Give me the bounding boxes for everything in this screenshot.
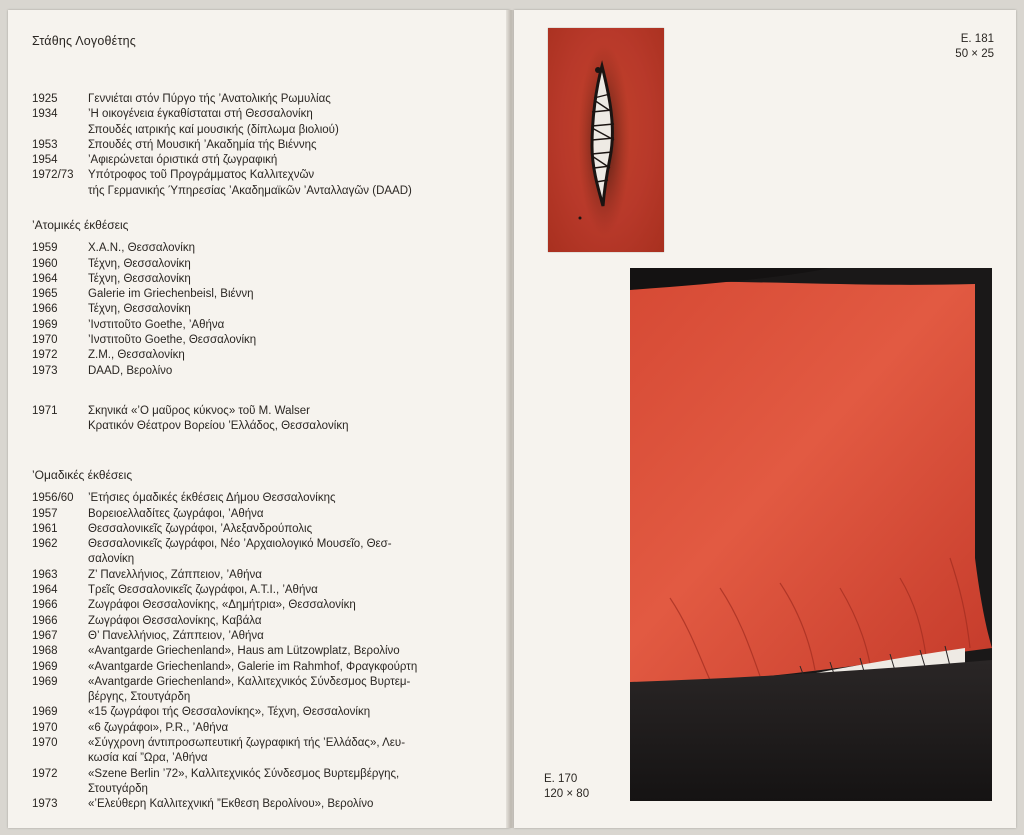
bio-row	[32, 92, 492, 107]
group-exhibition-row-year	[32, 782, 88, 797]
solo-exhibition-row-text: Τέχνη, Θεσσαλονίκη	[88, 303, 191, 316]
group-exhibition-row	[32, 675, 492, 690]
group-exhibition-row	[32, 782, 492, 797]
group-exhibition-row-text: «Szene Berlin ’72», Καλλιτεχνικός Σύνδεσμος Βυρτεμβέργης,	[88, 767, 400, 780]
group-exhibition-row-text: Ζ’ Πανελλήνιος, Ζάππειον, ’Αθήνα	[88, 568, 262, 581]
solo-exhibition-row-text: Χ.Α.Ν., Θεσσαλονίκη	[88, 242, 195, 255]
group-exhibition-row	[32, 568, 492, 583]
solo-exhibition-row-year: 1959	[32, 242, 58, 255]
group-exhibition-row-year: 1969	[32, 660, 58, 673]
group-exhibition-row-year: 1956/60	[32, 492, 74, 505]
solo-exhibition-row-text: DAAD, Βερολίνο	[88, 364, 173, 377]
group-exhibition-row-text: Στουτγάρδη	[88, 782, 148, 795]
solo-exhibition-row	[32, 302, 492, 317]
group-exhibition-row	[32, 583, 492, 598]
group-exhibition-row-text: Ζωγράφοι Θεσσαλονίκης, Καβάλα	[88, 614, 262, 627]
caption-top-code: Ε. 181	[960, 33, 994, 45]
solo-exhibition-row-text: Galerie im Griechenbeisl, Βιέννη	[88, 288, 254, 301]
group-exhibition-row	[32, 690, 492, 705]
caption-bottom-code: Ε. 170	[544, 773, 578, 785]
solo-exhibition-row	[32, 287, 492, 302]
group-exhibition-row	[32, 629, 492, 644]
bio-row-text: ’Η οικογένεια έγκαθίσταται στή Θεσσαλονίκη	[88, 108, 313, 121]
solo-exhibition-row-year: 1973	[32, 364, 58, 377]
group-exhibition-row-text: «Avantgarde Griechenland», Galerie im Rahmhof, Φραγκφούρτη	[88, 660, 418, 673]
bio-row-year: 1934	[32, 108, 58, 121]
solo-exhibition-row-text: Τέχνη, Θεσσαλονίκη	[88, 257, 191, 270]
bio-row	[32, 138, 492, 153]
group-exhibition-row-year: 1957	[32, 507, 58, 520]
left-page	[8, 10, 510, 828]
group-exhibition-row-text: Τρεῖς Θεσσαλονικεῖς ζωγράφοι, Α.Τ.Ι., ’Αθήνα	[88, 584, 318, 597]
artwork-large-drawing	[630, 268, 992, 801]
group-exhibition-row-year: 1973	[32, 798, 58, 811]
bio-row-year: 1925	[32, 93, 58, 105]
solo-exhibition-row	[32, 364, 492, 379]
caption-bottom	[544, 772, 589, 802]
solo-exhibition-row	[32, 272, 492, 287]
group-exhibition-row	[32, 614, 492, 629]
group-exhibition-row-year: 1966	[32, 599, 58, 612]
solo-exhibition-row	[32, 318, 492, 333]
stage-design-row	[32, 404, 492, 419]
solo-exhibition-row-year: 1972	[32, 349, 58, 362]
group-exhibition-row-year: 1967	[32, 629, 58, 642]
group-exhibition-row	[32, 797, 492, 812]
group-exhibition-row-year: 1963	[32, 568, 58, 581]
group-exhibition-row-text: Ζωγράφοι Θεσσαλονίκης, «Δημήτρια», Θεσσαλονίκη	[88, 599, 356, 612]
group-exhibition-row-text: «Avantgarde Griechenland», Καλλιτεχνικός Σύνδεσμος Βυρτεμ-	[88, 675, 411, 688]
group-exhibition-row-text: «15 ζωγράφοι τής Θεσσαλονίκης», Τέχνη, Θεσσαλονίκη	[88, 706, 371, 719]
bio-row-year	[32, 123, 88, 138]
group-exhibitions-heading: ’Ομαδικές έκθέσεις	[32, 468, 133, 482]
caption-bottom-size: 120 × 80	[544, 788, 590, 800]
stage-design-row	[32, 419, 492, 434]
group-exhibition-row	[32, 598, 492, 613]
bio-row	[32, 184, 492, 199]
group-exhibition-row	[32, 552, 492, 567]
group-exhibition-row-year: 1972	[32, 767, 58, 780]
bio-row-text: Σπουδές ιατρικής καί μουσικής (δίπλωμα βιολιού)	[88, 123, 339, 136]
group-exhibition-row-year: 1962	[32, 538, 58, 551]
bio-row-year: 1972/73	[32, 169, 74, 182]
bio-row-text: ’Αφιερώνεται όριστικά στή ζωγραφική	[88, 154, 278, 167]
group-exhibition-row-text: Θ’ Πανελλήνιος, Ζάππειον, ’Αθήνα	[88, 629, 264, 642]
group-exhibition-row-year: 1961	[32, 522, 58, 535]
solo-exhibition-row-text: ’Ινστιτοῦτο Goethe, Θεσσαλονίκη	[88, 334, 257, 347]
group-exhibition-row	[32, 522, 492, 537]
solo-exhibition-row-year: 1970	[32, 334, 58, 347]
group-exhibition-row-year: 1970	[32, 737, 58, 750]
solo-exhibition-row	[32, 333, 492, 348]
bio-row-text: Γεννιέται στόν Πύργο τής ’Ανατολικής Ρωμυλίας	[88, 93, 331, 105]
bio-row	[32, 153, 492, 168]
bio-row-year	[32, 184, 88, 199]
group-exhibition-row	[32, 705, 492, 720]
group-exhibitions-list	[32, 491, 492, 812]
solo-exhibition-row	[32, 241, 492, 256]
solo-exhibition-row-text: Ζ.Μ., Θεσσαλονίκη	[88, 349, 185, 362]
group-exhibition-row-text: «6 ζωγράφοι», P.R., ’Αθήνα	[88, 721, 229, 734]
group-exhibition-row	[32, 644, 492, 659]
group-exhibition-row-year: 1968	[32, 645, 58, 658]
solo-exhibitions	[32, 218, 492, 379]
group-exhibition-row-year	[32, 690, 88, 705]
group-exhibition-row-text: κωσία καί ”Ωρα, ’Αθήνα	[88, 752, 208, 765]
group-exhibition-row	[32, 736, 492, 751]
group-exhibition-row-year: 1969	[32, 675, 58, 688]
group-exhibition-row	[32, 507, 492, 522]
group-exhibition-row-text: «Avantgarde Griechenland», Haus am Lützowplatz, Βερολίνο	[88, 645, 400, 658]
group-exhibition-row	[32, 721, 492, 736]
artist-name: Στάθης Λογοθέτης	[32, 34, 136, 48]
bio-row-text: Σπουδές στή Μουσική ’Ακαδημία τής Βιέννης	[88, 138, 317, 151]
stage-design-row-text: Κρατικόν Θέατρον Βορείου ’Ελλάδος, Θεσσαλονίκη	[88, 420, 349, 433]
bio-row	[32, 168, 492, 183]
group-exhibition-row-year	[32, 552, 88, 567]
group-exhibition-row	[32, 751, 492, 766]
group-exhibition-row-text: Βορειοελλαδίτες ζωγράφοι, ’Αθήνα	[88, 507, 264, 520]
group-exhibition-row	[32, 537, 492, 552]
solo-exhibition-row-text: Τέχνη, Θεσσαλονίκη	[88, 272, 191, 285]
solo-exhibition-row-year: 1969	[32, 318, 58, 331]
solo-exhibitions-list	[32, 241, 492, 379]
artwork-small-image	[548, 28, 664, 252]
bio-row	[32, 107, 492, 122]
caption-top	[955, 32, 994, 62]
biography-list	[32, 92, 492, 199]
group-exhibition-row-text: βέργης, Στουτγάρδη	[88, 691, 191, 704]
bio-row-text: τής Γερμανικής Ύπηρεσίας ’Ακαδημαϊκῶν ’Ανταλλαγῶν (DAAD)	[88, 184, 412, 197]
group-exhibition-row-year: 1966	[32, 614, 58, 627]
bio-row-year: 1953	[32, 138, 58, 151]
group-exhibitions	[32, 468, 492, 813]
artwork-large-image	[630, 268, 992, 801]
group-exhibition-row-text: σαλονίκη	[88, 553, 135, 566]
group-exhibition-row	[32, 767, 492, 782]
bio-row-year: 1954	[32, 154, 58, 167]
group-exhibition-row-text: Θεσσαλονικεῖς ζωγράφοι, ’Αλεξανδρούπολις	[88, 522, 313, 535]
group-exhibition-row-text: ’Ετήσιες όμαδικές έκθέσεις Δήμου Θεσσαλονίκης	[88, 492, 336, 505]
group-exhibition-row-text: «Σύγχρονη άντιπροσωπευτική ζωγραφική τής ’Ελλάδας», Λευ-	[88, 737, 406, 750]
stage-design-row-text: Σκηνικά «’Ο μαῦρος κύκνος» τοῦ M. Walser	[88, 405, 310, 417]
stage-design-list	[32, 404, 492, 435]
group-exhibition-row-year: 1970	[32, 721, 58, 734]
solo-exhibition-row	[32, 348, 492, 363]
solo-exhibitions-heading: ’Ατομικές έκθέσεις	[32, 218, 129, 232]
bio-row	[32, 123, 492, 138]
solo-exhibition-row-text: ’Ινστιτοῦτο Goethe, ’Αθήνα	[88, 318, 225, 331]
solo-exhibition-row-year: 1964	[32, 272, 58, 285]
group-exhibition-row-year: 1964	[32, 584, 58, 597]
bio-row-text: Υπότροφος τοῦ Προγράμματος Καλλιτεχνῶν	[88, 169, 315, 182]
solo-exhibition-row-year: 1966	[32, 303, 58, 316]
group-exhibition-row-year	[32, 751, 88, 766]
group-exhibition-row-text: Θεσσαλονικεῖς ζωγράφοι, Νέο ’Αρχαιολογικό Μουσεῖο, Θεσ-	[88, 538, 392, 551]
group-exhibition-row-year: 1969	[32, 706, 58, 719]
group-exhibition-row	[32, 491, 492, 506]
solo-exhibition-row-year: 1960	[32, 257, 58, 270]
solo-exhibition-row-year: 1965	[32, 288, 58, 301]
stage-design-row-year	[32, 419, 88, 434]
group-exhibition-row-text: «’Ελεύθερη Καλλιτεχνική ”Εκθεση Βερολίνου», Βερολίνο	[88, 798, 374, 811]
solo-exhibition-row	[32, 257, 492, 272]
right-page	[514, 10, 1016, 828]
stage-design-row-year: 1971	[32, 405, 58, 417]
caption-top-size: 50 × 25	[955, 48, 994, 60]
artwork-small-drawing	[548, 28, 664, 252]
group-exhibition-row	[32, 660, 492, 675]
